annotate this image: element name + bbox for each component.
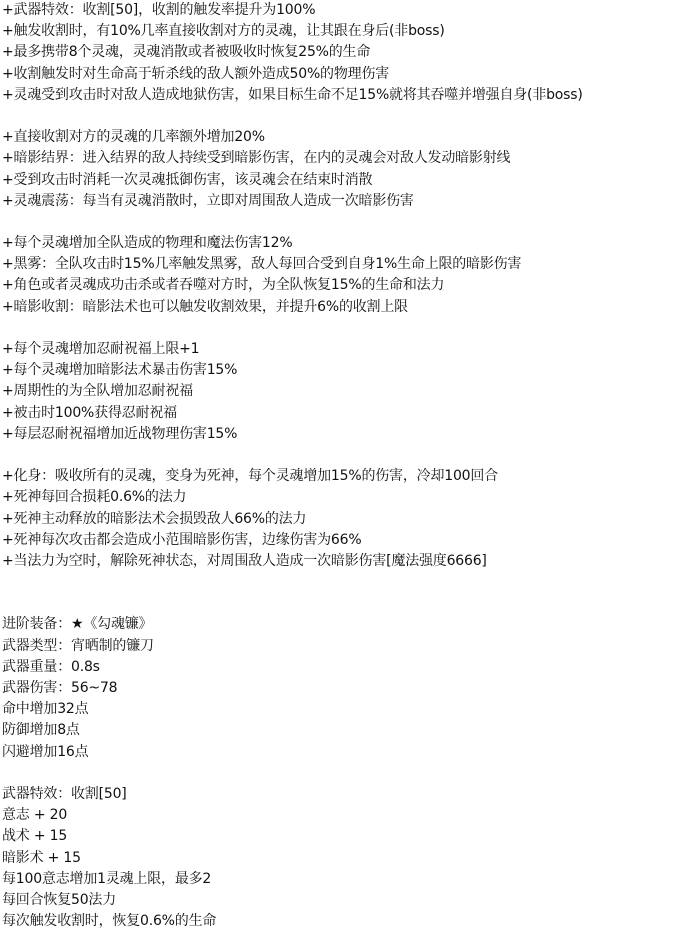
text-line: +死神每回合损耗0.6%的法力 — [2, 489, 187, 506]
text-line: +武器特效：收割[50]，收割的触发率提升为100% — [2, 2, 316, 18]
text-line: +灵魂受到攻击时对敌人造成地狱伤害，如果目标生命不足15%就将其吞噬并增强自身(非boss) — [2, 86, 583, 103]
text-line: 每回合恢复50法力 — [2, 891, 117, 908]
text-line: +被击时100%获得忍耐祝福 — [2, 404, 177, 421]
text-line: +最多携带8个灵魂，灵魂消散或者被吸收时恢复25%的生命 — [2, 44, 371, 61]
text-line: 闪避增加16点 — [2, 743, 89, 760]
text-line: +死神主动释放的暗影法术会损毁敌人66%的法力 — [2, 510, 307, 527]
text-line: +每个灵魂增加忍耐祝福上限+1 — [2, 341, 200, 357]
blank-line — [2, 318, 672, 339]
text-line: 武器重量：0.8s — [2, 658, 100, 675]
text-line: 武器伤害：56~78 — [2, 680, 118, 697]
section-shadow-barrier — [2, 127, 672, 212]
text-line: +灵魂震荡：每当有灵魂消散时，立即对周围敌人造成一次暗影伤害 — [2, 192, 414, 209]
text-line: +收割触发时对生命高于斩杀线的敌人额外造成50%的物理伤害 — [2, 65, 390, 82]
text-line: +受到攻击时消耗一次灵魂抵御伤害，该灵魂会在结束时消散 — [2, 171, 373, 188]
text-line: +死神每次攻击都会造成小范围暗影伤害，边缘伤害为66% — [2, 531, 362, 548]
section-avatar — [2, 466, 672, 572]
document-body — [2, 0, 672, 932]
section-weapon-effects — [2, 784, 672, 932]
text-line: 意志 + 20 — [2, 807, 68, 824]
text-line: +触发收割时，有10%几率直接收割对方的灵魂，让其跟在身后(非boss) — [2, 23, 445, 40]
text-line: +化身：吸收所有的灵魂，变身为死神，每个灵魂增加15%的伤害，冷却100回合 — [2, 468, 498, 485]
blank-line — [2, 212, 672, 233]
text-line: 武器类型：宵晒制的镰刀 — [2, 637, 154, 654]
text-line: +暗影结界：进入结界的敌人持续受到暗影伤害，在内的灵魂会对敌人发动暗影射线 — [2, 150, 511, 167]
blank-line — [2, 763, 672, 784]
text-line: 命中增加32点 — [2, 701, 89, 718]
equipment-title: 进阶装备：★《勾魂镰》 — [2, 616, 153, 633]
section-equipment — [2, 614, 672, 762]
text-line: +每个灵魂增加暗影法术暴击伤害15% — [2, 362, 238, 379]
text-line: +黑雾：全队攻击时15%几率触发黑雾，敌人每回合受到自身1%生命上限的暗影伤害 — [2, 256, 522, 273]
blank-line — [2, 106, 672, 127]
text-line: 每100意志增加1灵魂上限，最多2 — [2, 870, 212, 887]
text-line: 防御增加8点 — [2, 722, 80, 739]
blank-line — [2, 445, 672, 466]
text-line: 战术 + 15 — [2, 828, 68, 845]
text-line: 暗影术 + 15 — [2, 849, 81, 866]
text-line: +每层忍耐祝福增加近战物理伤害15% — [2, 425, 238, 442]
text-line: +每个灵魂增加全队造成的物理和魔法伤害12% — [2, 235, 293, 252]
section-endurance — [2, 339, 672, 445]
text-line: 武器特效：收割[50] — [2, 785, 127, 802]
text-line: 每次触发收割时，恢复0.6%的生命 — [2, 913, 217, 930]
text-line: +直接收割对方的灵魂的几率额外增加20% — [2, 129, 265, 146]
text-line: +暗影收割：暗影法术也可以触发收割效果，并提升6%的收割上限 — [2, 298, 408, 315]
text-line: +当法力为空时，解除死神状态，对周围敌人造成一次暗影伤害[魔法强度6666] — [2, 552, 487, 569]
text-line: +周期性的为全队增加忍耐祝福 — [2, 383, 193, 400]
text-line: +角色或者灵魂成功击杀或者吞噬对方时，为全队恢复15%的生命和法力 — [2, 277, 445, 294]
blank-line — [2, 572, 672, 614]
section-black-mist — [2, 233, 672, 318]
section-harvest — [2, 0, 672, 106]
